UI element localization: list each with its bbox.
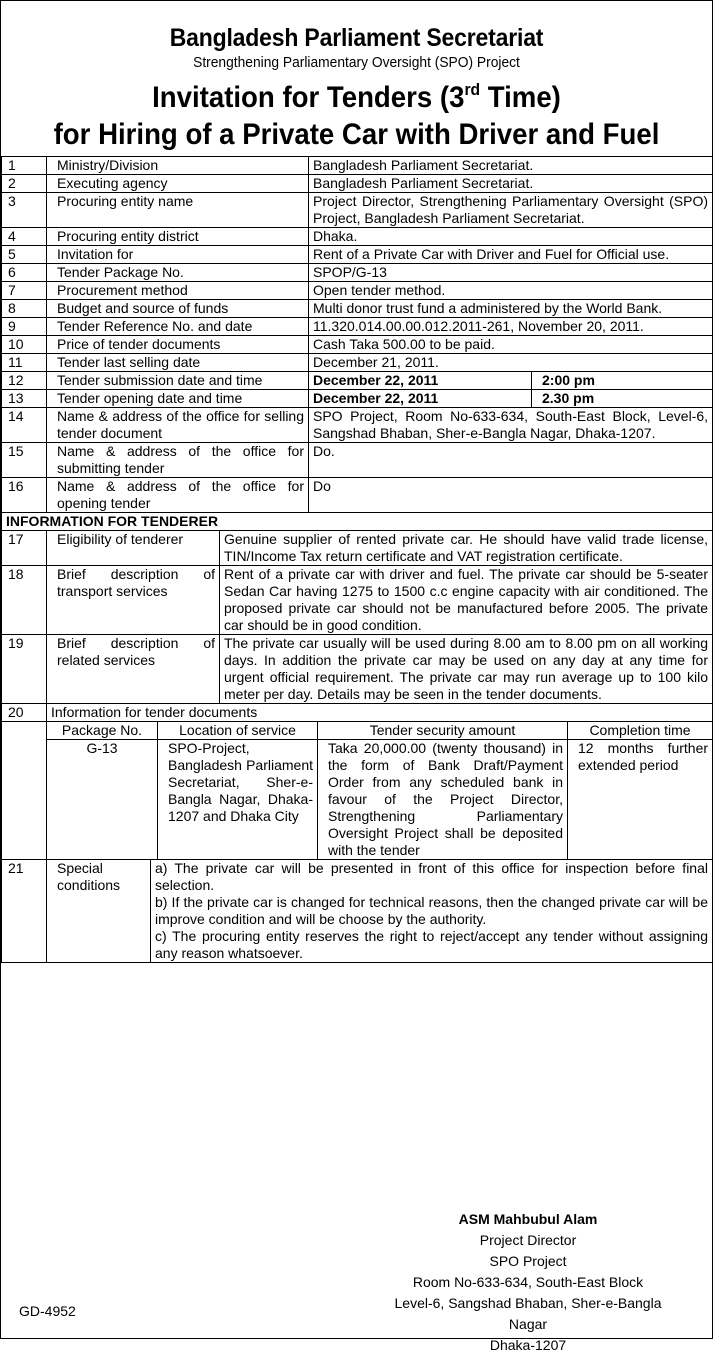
row-label: Tender opening date and time [47,390,309,408]
signatory-title: Project Director [479,1232,577,1248]
row-value: SPO Project, Room No-633-634, South-East Block, Level-6, Sangshad Bhaban, Sher-e-Bangla Nagar, Dhaka-1207. [309,408,713,443]
row-value: The private car usually will be used during 8.00 am to 8.00 pm on all working days. In addition the private car may be used on any day at any time for urgent official requirement. The private car may run average up to 100 kilo meter per day. Details may be seen in the tender documents. [220,635,713,704]
section-heading: INFORMATION FOR TENDERER [2,513,713,531]
table-row [2,704,713,722]
section-heading-row [2,513,713,531]
row-number: 18 [2,566,47,635]
signatory-city: Dhaka-1207 [489,1337,567,1353]
row-value: Project Director, Strengthening Parliamentary Oversight (SPO) Project, Bangladesh Parliament Secretariat. [309,193,713,228]
row-value: Do [309,478,713,513]
row-label: Brief description of transport services [47,566,220,635]
special-conditions-table [1,860,713,963]
row-label: Procuring entity district [47,228,309,246]
tender-documents-table [1,704,713,860]
condition-a: a) The private car will be presented in front of this office for inspection before final selection. [155,860,708,893]
date-cell: December 22, 2011 [309,390,532,408]
row-value: Open tender method. [309,282,713,300]
row-label: Name & address of the office for opening tender [47,478,309,513]
row-value: Cash Taka 500.00 to be paid. [309,336,713,354]
row-label: Budget and source of funds [47,300,309,318]
signatory-room: Room No-633-634, South-East Block [412,1274,644,1290]
row-value: December 21, 2011. [309,354,713,372]
table-row [2,228,713,246]
row-label: Brief description of related services [47,635,220,704]
signatory-office: SPO Project [489,1253,567,1269]
row-value: Genuine supplier of rented private car. He should have valid trade license, TIN/Income Tax return certificate and VAT registration certificate. [220,531,713,566]
row-label: Ministry/Division [47,157,309,175]
signatory-name: ASM Mahbubul Alam [458,1211,598,1227]
table-row [2,443,713,478]
row-number: 3 [2,193,47,228]
row-number: 11 [2,354,47,372]
row-number: 15 [2,443,47,478]
row-value: Rent of a Private Car with Driver and Fuel for Official use. [309,246,713,264]
row-number: 1 [2,157,47,175]
tender-info-table [1,513,713,704]
organization-name: Bangladesh Parliament Secretariat [169,24,544,52]
row-number: 14 [2,408,47,443]
table-row [2,566,713,635]
row-value: SPOP/G-13 [309,264,713,282]
date-cell: December 22, 2011 [309,372,532,390]
table-row [2,336,713,354]
row-number: 12 [2,372,47,390]
condition-c: c) The procuring entity reserves the right to reject/accept any tender without assigning any reason whatsoever. [155,928,708,961]
table-row [2,408,713,443]
row-label: Price of tender documents [47,336,309,354]
row-value: Bangladesh Parliament Secretariat. [309,175,713,193]
security-cell: Taka 20,000.00 (twenty thousand) in the form of Bank Draft/Payment Order from any scheduled bank in favour of the Project Director, Strengthening Parliamentary Oversight Project shall be deposited with the tender [318,740,568,860]
location-cell: SPO-Project, Bangladesh Parliament Secretariat, Sher-e-Bangla Nagar, Dhaka-1207 and Dhaka City [158,740,318,860]
table-row [2,175,713,193]
row-label: Procurement method [47,282,309,300]
table-row [2,531,713,566]
time-cell: 2.30 pm [532,390,713,408]
row-number: 17 [2,531,47,566]
notice-title-line2: for Hiring of a Private Car with Driver and Fuel [53,118,660,151]
row-label: Tender Reference No. and date [47,318,309,336]
row-label: Information for tender documents [47,704,713,722]
conditions-cell [151,860,713,963]
table-row [2,300,713,318]
row-label: Tender last selling date [47,354,309,372]
row-number: 4 [2,228,47,246]
table-row [2,635,713,704]
col-header-security: Tender security amount [318,722,568,740]
row-label: Tender Package No. [47,264,309,282]
signatory-address: Level-6, Sangshad Bhaban, Sher-e-Bangla Nagar [394,1295,662,1332]
row-number: 6 [2,264,47,282]
notice-header [1,23,712,154]
row-number: 21 [2,860,47,963]
row-number: 9 [2,318,47,336]
time-cell: 2:00 pm [532,372,713,390]
row-number: 16 [2,478,47,513]
row-label: Executing agency [47,175,309,193]
row-value: Dhaka. [309,228,713,246]
signature-block [378,1209,678,1356]
table-row [2,264,713,282]
table-row [2,478,713,513]
table-row [2,860,713,963]
table-row [2,372,713,390]
table-row [2,193,713,228]
tender-details-table [1,156,713,513]
col-header-package: Package No. [47,722,158,740]
row-number: 20 [2,704,47,722]
condition-b: b) If the private car is changed for technical reasons, then the changed private car will be improve condition and will be choose by the authority. [155,894,708,927]
row-number: 8 [2,300,47,318]
gd-code: GD-4952 [19,1303,76,1319]
row-label: Procuring entity name [47,193,309,228]
package-cell: G-13 [47,740,158,860]
table-row [2,390,713,408]
table-row [2,354,713,372]
table-row [2,282,713,300]
row-number: 10 [2,336,47,354]
table-row [2,740,713,860]
row-number: 5 [2,246,47,264]
row-number: 19 [2,635,47,704]
table-row [2,318,713,336]
table-row [2,157,713,175]
row-value: 11.320.014.00.00.012.2011-261, November 20, 2011. [309,318,713,336]
row-label: Name & address of the office for selling tender document [47,408,309,443]
row-number: 2 [2,175,47,193]
row-label: Tender submission date and time [47,372,309,390]
table-header-row [2,722,713,740]
row-value: Bangladesh Parliament Secretariat. [309,157,713,175]
row-value: Multi donor trust fund a administered by the World Bank. [309,300,713,318]
project-name: Strengthening Parliamentary Oversight (SPO) Project [193,54,520,71]
row-value: Do. [309,443,713,478]
row-label: Name & address of the office for submitting tender [47,443,309,478]
col-header-location: Location of service [158,722,318,740]
row-number: 7 [2,282,47,300]
row-label: Eligibility of tenderer [47,531,220,566]
col-header-completion: Completion time [568,722,713,740]
row-label: Special conditions [47,860,151,963]
table-row [2,246,713,264]
row-value: Rent of a private car with driver and fuel. The private car should be 5-seater Sedan Car having 1275 to 1500 c.c engine capacity with air conditioned. The proposed private car should not be manufactured before 2005. The private car should be in good condition. [220,566,713,635]
row-number: 13 [2,390,47,408]
row-label: Invitation for [47,246,309,264]
completion-cell: 12 months further extended period [568,740,713,860]
notice-title-line1: Invitation for Tenders (3rd Time) [152,80,561,114]
